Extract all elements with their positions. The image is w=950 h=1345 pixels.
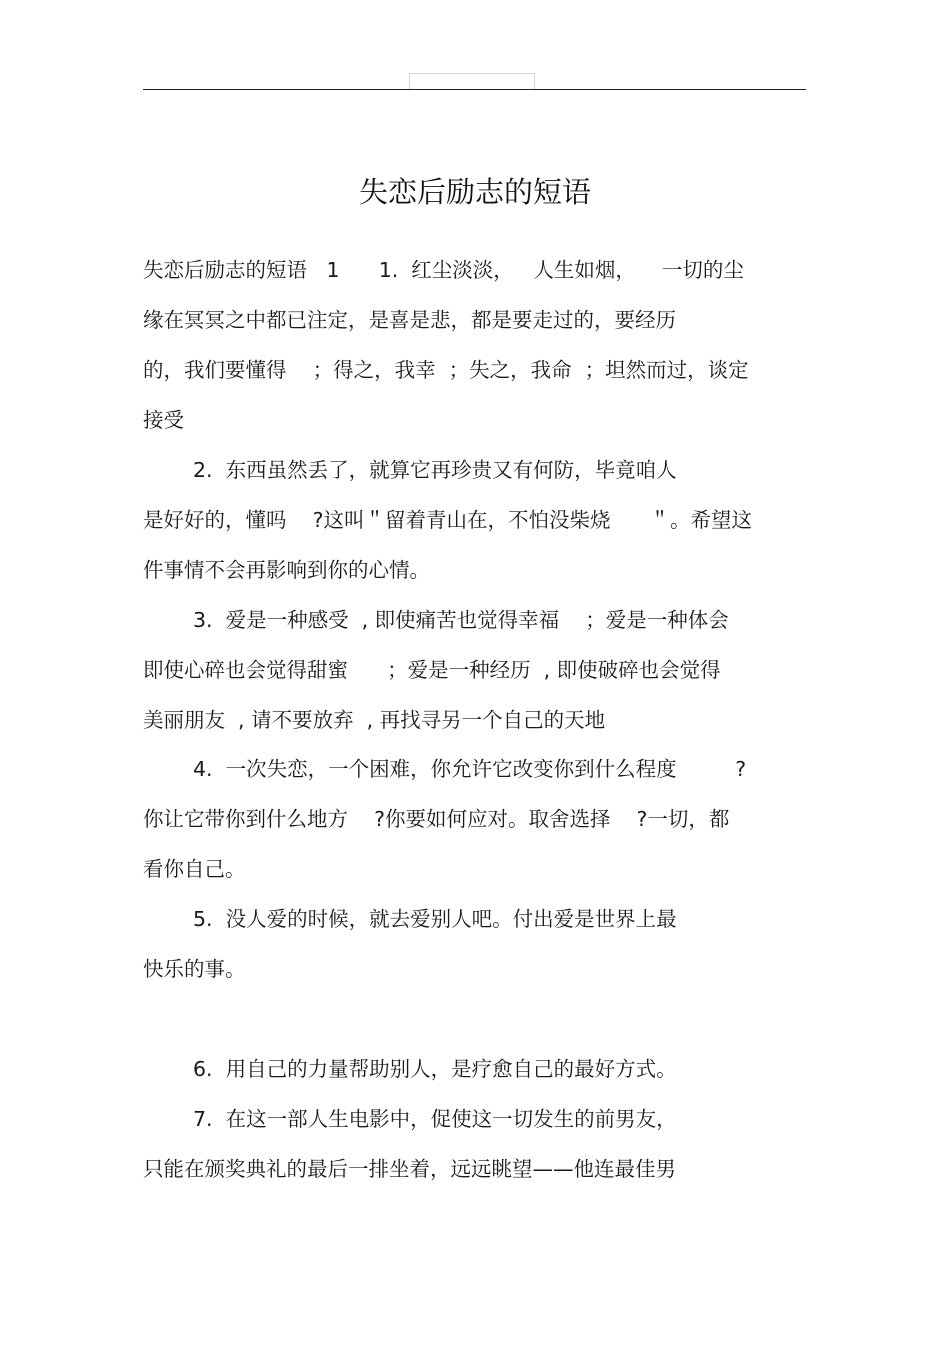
paragraph-line: 7. 在这一部人生电影中，促使这一切发生的前男友， [193,1107,677,1131]
header-tab [409,73,535,90]
paragraph-line: 缘在冥冥之中都已注定，是喜是悲，都是要走过的，要经历 [143,308,676,332]
header-rule [143,89,806,90]
paragraph-line: 2. 东西虽然丢了，就算它再珍贵又有何防，毕竟咱人 [193,458,677,482]
paragraph-line: 你让它带你到什么地方 ?你要如何应对。取舍选择 ?一切，都 [143,807,730,831]
paragraph-line: 是好好的，懂吗 ?这叫＂留着青山在，不怕没柴烧 ＂。希望这 [143,508,753,532]
paragraph-line: 美丽朋友 , 请不要放弃 , 再找寻另一个自己的天地 [143,708,606,732]
paragraph-line: 6. 用自己的力量帮助别人，是疗愈自己的最好方式。 [193,1057,677,1081]
paragraph-line: 接受 [143,408,184,432]
paragraph-line: 只能在颁奖典礼的最后一排坐着，远远眺望——他连最佳男 [143,1157,676,1181]
paragraph-line: 4. 一次失恋，一个困难，你允许它改变你到什么程度 ? [193,757,747,781]
paragraph-line: 的，我们要懂得 ；得之，我幸 ；失之，我命 ；坦然而过，谈定 [143,358,749,382]
paragraph-line: 失恋后励志的短语 1 1. 红尘淡淡， 人生如烟， 一切的尘 [143,258,744,282]
paragraph-line: 快乐的事。 [143,957,246,981]
paragraph-line: 5. 没人爱的时候，就去爱别人吧。付出爱是世界上最 [193,907,677,931]
paragraph-line: 件事情不会再影响到你的心情。 [143,558,430,582]
document-title: 失恋后励志的短语 [358,175,591,209]
paragraph-line: 即使心碎也会觉得甜蜜 ；爱是一种经历 , 即使破碎也会觉得 [143,658,721,682]
paragraph-line: 看你自己。 [143,857,246,881]
paragraph-line: 3. 爱是一种感受 , 即使痛苦也觉得幸福 ；爱是一种体会 [193,608,729,632]
